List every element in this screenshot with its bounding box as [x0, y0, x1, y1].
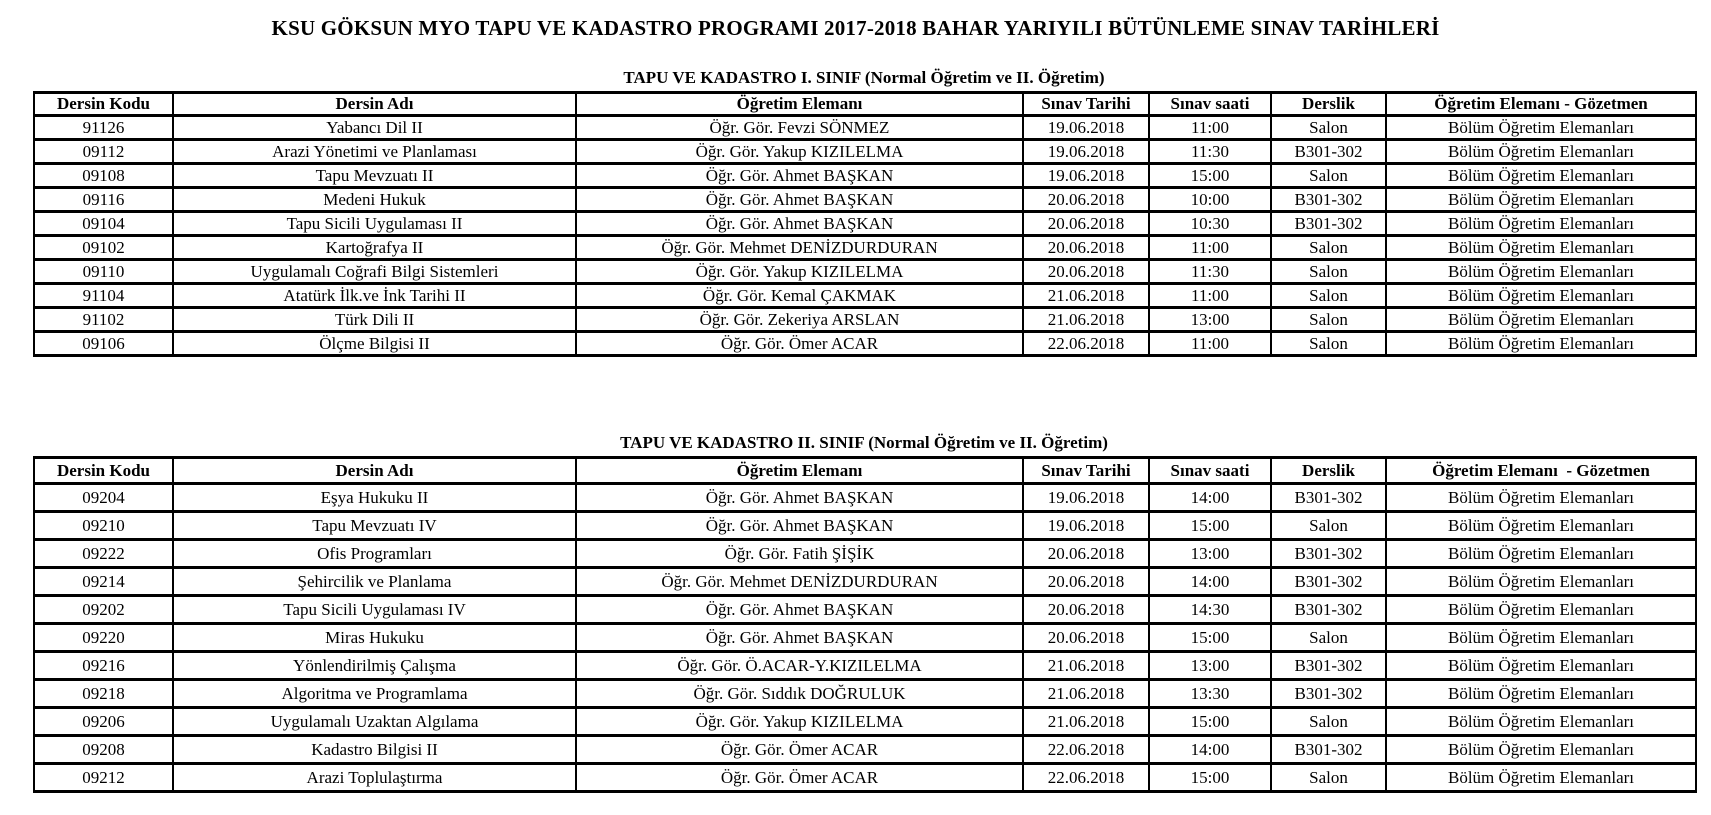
cell-course-name: Kadastro Bilgisi II: [173, 736, 576, 764]
column-header-proctor: Öğretim Elemanı - Gözetmen: [1386, 93, 1696, 116]
cell-course-name: Şehircilik ve Planlama: [173, 568, 576, 596]
cell-course-code: 09220: [34, 624, 173, 652]
cell-room: Salon: [1271, 236, 1386, 260]
cell-instructor: Öğr. Gör. Ahmet BAŞKAN: [576, 596, 1023, 624]
cell-instructor: Öğr. Gör. Ömer ACAR: [576, 332, 1023, 356]
cell-course-name: Miras Hukuku: [173, 624, 576, 652]
cell-proctor: Bölüm Öğretim Elemanları: [1386, 164, 1696, 188]
cell-course-name: Arazi Yönetimi ve Planlaması: [173, 140, 576, 164]
table-row: [34, 568, 1696, 596]
cell-proctor: Bölüm Öğretim Elemanları: [1386, 708, 1696, 736]
cell-course-code: 09218: [34, 680, 173, 708]
table-row: [34, 624, 1696, 652]
table-caption-grade1: TAPU VE KADASTRO I. SINIF (Normal Öğretim ve II. Öğretim): [623, 68, 1105, 87]
cell-course-code: 09112: [34, 140, 173, 164]
cell-instructor: Öğr. Gör. Kemal ÇAKMAK: [576, 284, 1023, 308]
cell-instructor: Öğr. Gör. Ahmet BAŞKAN: [576, 188, 1023, 212]
cell-room: B301-302: [1271, 596, 1386, 624]
cell-course-code: 09214: [34, 568, 173, 596]
column-header-proctor: Öğretim Elemanı - Gözetmen: [1386, 458, 1696, 484]
cell-course-code: 09204: [34, 484, 173, 512]
cell-proctor: Bölüm Öğretim Elemanları: [1386, 624, 1696, 652]
cell-course-code: 91102: [34, 308, 173, 332]
cell-proctor: Bölüm Öğretim Elemanları: [1386, 236, 1696, 260]
cell-room: B301-302: [1271, 212, 1386, 236]
table-row: [34, 652, 1696, 680]
cell-room: Salon: [1271, 260, 1386, 284]
cell-room: Salon: [1271, 284, 1386, 308]
cell-course-name: Türk Dili II: [173, 308, 576, 332]
cell-exam-time: 11:30: [1149, 260, 1271, 284]
cell-exam-date: 20.06.2018: [1023, 236, 1149, 260]
cell-room: Salon: [1271, 624, 1386, 652]
cell-course-name: Tapu Mevzuatı II: [173, 164, 576, 188]
column-header-instructor: Öğretim Elemanı: [576, 93, 1023, 116]
cell-proctor: Bölüm Öğretim Elemanları: [1386, 212, 1696, 236]
cell-exam-date: 19.06.2018: [1023, 164, 1149, 188]
cell-proctor: Bölüm Öğretim Elemanları: [1386, 680, 1696, 708]
column-header-exam-date: Sınav Tarihi: [1023, 93, 1149, 116]
cell-course-code: 09106: [34, 332, 173, 356]
cell-instructor: Öğr. Gör. Sıddık DOĞRULUK: [576, 680, 1023, 708]
table-row: [34, 736, 1696, 764]
cell-instructor: Öğr. Gör. Zekeriya ARSLAN: [576, 308, 1023, 332]
cell-proctor: Bölüm Öğretim Elemanları: [1386, 764, 1696, 792]
cell-proctor: Bölüm Öğretim Elemanları: [1386, 308, 1696, 332]
exam-schedule-section-grade2: [33, 433, 1695, 793]
cell-room: Salon: [1271, 512, 1386, 540]
cell-course-name: Tapu Sicili Uygulaması II: [173, 212, 576, 236]
cell-instructor: Öğr. Gör. Ö.ACAR-Y.KIZILELMA: [576, 652, 1023, 680]
cell-room: B301-302: [1271, 652, 1386, 680]
cell-instructor: Öğr. Gör. Ömer ACAR: [576, 736, 1023, 764]
cell-room: B301-302: [1271, 188, 1386, 212]
cell-instructor: Öğr. Gör. Ahmet BAŞKAN: [576, 512, 1023, 540]
cell-exam-date: 22.06.2018: [1023, 764, 1149, 792]
cell-exam-time: 11:00: [1149, 332, 1271, 356]
column-header-course-name: Dersin Adı: [173, 458, 576, 484]
table-row: [34, 540, 1696, 568]
cell-course-name: Ölçme Bilgisi II: [173, 332, 576, 356]
column-header-exam-time: Sınav saati: [1149, 93, 1271, 116]
cell-instructor: Öğr. Gör. Ömer ACAR: [576, 764, 1023, 792]
cell-instructor: Öğr. Gör. Yakup KIZILELMA: [576, 140, 1023, 164]
table-row: [34, 212, 1696, 236]
cell-room: Salon: [1271, 164, 1386, 188]
cell-course-code: 09212: [34, 764, 173, 792]
cell-course-name: Arazi Toplulaştırma: [173, 764, 576, 792]
cell-course-name: Atatürk İlk.ve İnk Tarihi II: [173, 284, 576, 308]
cell-proctor: Bölüm Öğretim Elemanları: [1386, 484, 1696, 512]
cell-proctor: Bölüm Öğretim Elemanları: [1386, 260, 1696, 284]
cell-proctor: Bölüm Öğretim Elemanları: [1386, 652, 1696, 680]
cell-course-name: Tapu Mevzuatı IV: [173, 512, 576, 540]
cell-instructor: Öğr. Gör. Ahmet BAŞKAN: [576, 164, 1023, 188]
cell-room: B301-302: [1271, 568, 1386, 596]
cell-course-name: Yönlendirilmiş Çalışma: [173, 652, 576, 680]
cell-course-name: Medeni Hukuk: [173, 188, 576, 212]
cell-instructor: Öğr. Gör. Ahmet BAŞKAN: [576, 212, 1023, 236]
cell-course-name: Eşya Hukuku II: [173, 484, 576, 512]
cell-exam-time: 13:30: [1149, 680, 1271, 708]
column-header-exam-date: Sınav Tarihi: [1023, 458, 1149, 484]
cell-exam-time: 15:00: [1149, 164, 1271, 188]
header-row: [34, 93, 1696, 116]
cell-room: B301-302: [1271, 736, 1386, 764]
cell-exam-date: 19.06.2018: [1023, 484, 1149, 512]
cell-course-code: 09222: [34, 540, 173, 568]
cell-room: Salon: [1271, 764, 1386, 792]
cell-exam-time: 11:30: [1149, 140, 1271, 164]
cell-proctor: Bölüm Öğretim Elemanları: [1386, 512, 1696, 540]
exam-schedule-section-grade1: [33, 68, 1695, 357]
cell-room: B301-302: [1271, 540, 1386, 568]
cell-exam-date: 20.06.2018: [1023, 188, 1149, 212]
cell-exam-date: 21.06.2018: [1023, 708, 1149, 736]
cell-exam-time: 13:00: [1149, 308, 1271, 332]
cell-instructor: Öğr. Gör. Yakup KIZILELMA: [576, 260, 1023, 284]
table-row: [34, 596, 1696, 624]
cell-exam-date: 21.06.2018: [1023, 284, 1149, 308]
table-row: [34, 308, 1696, 332]
cell-instructor: Öğr. Gör. Mehmet DENİZDURDURAN: [576, 568, 1023, 596]
cell-course-name: Tapu Sicili Uygulaması IV: [173, 596, 576, 624]
table-row: [34, 164, 1696, 188]
cell-exam-time: 15:00: [1149, 624, 1271, 652]
cell-course-code: 91104: [34, 284, 173, 308]
column-header-room: Derslik: [1271, 93, 1386, 116]
cell-exam-time: 15:00: [1149, 512, 1271, 540]
cell-course-code: 09108: [34, 164, 173, 188]
column-header-course-code: Dersin Kodu: [34, 93, 173, 116]
cell-exam-date: 20.06.2018: [1023, 540, 1149, 568]
table-caption-grade2: TAPU VE KADASTRO II. SINIF (Normal Öğretim ve II. Öğretim): [620, 433, 1108, 452]
column-header-room: Derslik: [1271, 458, 1386, 484]
cell-course-code: 09110: [34, 260, 173, 284]
cell-room: Salon: [1271, 116, 1386, 140]
cell-exam-time: 11:00: [1149, 236, 1271, 260]
cell-instructor: Öğr. Gör. Yakup KIZILELMA: [576, 708, 1023, 736]
cell-course-name: Uygulamalı Coğrafi Bilgi Sistemleri: [173, 260, 576, 284]
table-row: [34, 116, 1696, 140]
exam-table-grade1: [33, 91, 1697, 357]
table-row: [34, 188, 1696, 212]
cell-exam-date: 20.06.2018: [1023, 212, 1149, 236]
cell-exam-time: 15:00: [1149, 764, 1271, 792]
cell-exam-date: 21.06.2018: [1023, 680, 1149, 708]
document-title: KSU GÖKSUN MYO TAPU VE KADASTRO PROGRAMI 2017-2018 BAHAR YARIYILI BÜTÜNLEME SINAV TARİHLERİ: [271, 16, 1440, 40]
cell-proctor: Bölüm Öğretim Elemanları: [1386, 140, 1696, 164]
table-row: [34, 260, 1696, 284]
cell-proctor: Bölüm Öğretim Elemanları: [1386, 736, 1696, 764]
cell-exam-time: 10:30: [1149, 212, 1271, 236]
table-row: [34, 680, 1696, 708]
cell-exam-date: 20.06.2018: [1023, 568, 1149, 596]
column-header-instructor: Öğretim Elemanı: [576, 458, 1023, 484]
cell-exam-time: 13:00: [1149, 652, 1271, 680]
cell-course-code: 09202: [34, 596, 173, 624]
cell-course-code: 09116: [34, 188, 173, 212]
cell-instructor: Öğr. Gör. Fevzi SÖNMEZ: [576, 116, 1023, 140]
cell-exam-date: 21.06.2018: [1023, 308, 1149, 332]
cell-exam-time: 14:00: [1149, 568, 1271, 596]
table-row: [34, 484, 1696, 512]
exam-table-grade2: [33, 456, 1697, 793]
cell-exam-date: 19.06.2018: [1023, 512, 1149, 540]
cell-exam-time: 15:00: [1149, 708, 1271, 736]
cell-exam-date: 19.06.2018: [1023, 140, 1149, 164]
cell-exam-time: 14:00: [1149, 484, 1271, 512]
cell-course-code: 09216: [34, 652, 173, 680]
cell-proctor: Bölüm Öğretim Elemanları: [1386, 188, 1696, 212]
cell-room: B301-302: [1271, 680, 1386, 708]
table-row: [34, 332, 1696, 356]
cell-proctor: Bölüm Öğretim Elemanları: [1386, 568, 1696, 596]
cell-course-code: 09102: [34, 236, 173, 260]
cell-room: Salon: [1271, 308, 1386, 332]
cell-course-name: Yabancı Dil II: [173, 116, 576, 140]
cell-proctor: Bölüm Öğretim Elemanları: [1386, 116, 1696, 140]
cell-exam-time: 10:00: [1149, 188, 1271, 212]
cell-course-code: 09210: [34, 512, 173, 540]
cell-proctor: Bölüm Öğretim Elemanları: [1386, 332, 1696, 356]
cell-exam-time: 11:00: [1149, 116, 1271, 140]
cell-course-name: Uygulamalı Uzaktan Algılama: [173, 708, 576, 736]
cell-exam-time: 14:30: [1149, 596, 1271, 624]
cell-exam-date: 20.06.2018: [1023, 260, 1149, 284]
cell-exam-time: 14:00: [1149, 736, 1271, 764]
cell-course-name: Algoritma ve Programlama: [173, 680, 576, 708]
cell-exam-date: 20.06.2018: [1023, 596, 1149, 624]
cell-room: B301-302: [1271, 140, 1386, 164]
cell-room: B301-302: [1271, 484, 1386, 512]
cell-exam-date: 19.06.2018: [1023, 116, 1149, 140]
column-header-course-code: Dersin Kodu: [34, 458, 173, 484]
cell-room: Salon: [1271, 708, 1386, 736]
column-header-exam-time: Sınav saati: [1149, 458, 1271, 484]
cell-exam-date: 20.06.2018: [1023, 624, 1149, 652]
cell-instructor: Öğr. Gör. Ahmet BAŞKAN: [576, 624, 1023, 652]
cell-proctor: Bölüm Öğretim Elemanları: [1386, 540, 1696, 568]
table-row: [34, 284, 1696, 308]
cell-exam-time: 13:00: [1149, 540, 1271, 568]
cell-proctor: Bölüm Öğretim Elemanları: [1386, 284, 1696, 308]
cell-instructor: Öğr. Gör. Ahmet BAŞKAN: [576, 484, 1023, 512]
cell-exam-date: 22.06.2018: [1023, 332, 1149, 356]
table-row: [34, 140, 1696, 164]
table-row: [34, 764, 1696, 792]
cell-course-code: 09104: [34, 212, 173, 236]
column-header-course-name: Dersin Adı: [173, 93, 576, 116]
cell-exam-time: 11:00: [1149, 284, 1271, 308]
table-row: [34, 512, 1696, 540]
cell-instructor: Öğr. Gör. Fatih ŞİŞİK: [576, 540, 1023, 568]
table-row: [34, 708, 1696, 736]
cell-course-name: Kartoğrafya II: [173, 236, 576, 260]
cell-course-name: Ofis Programları: [173, 540, 576, 568]
table-row: [34, 236, 1696, 260]
header-row: [34, 458, 1696, 484]
cell-proctor: Bölüm Öğretim Elemanları: [1386, 596, 1696, 624]
cell-room: Salon: [1271, 332, 1386, 356]
cell-exam-date: 21.06.2018: [1023, 652, 1149, 680]
cell-instructor: Öğr. Gör. Mehmet DENİZDURDURAN: [576, 236, 1023, 260]
cell-course-code: 09208: [34, 736, 173, 764]
cell-course-code: 91126: [34, 116, 173, 140]
cell-exam-date: 22.06.2018: [1023, 736, 1149, 764]
cell-course-code: 09206: [34, 708, 173, 736]
